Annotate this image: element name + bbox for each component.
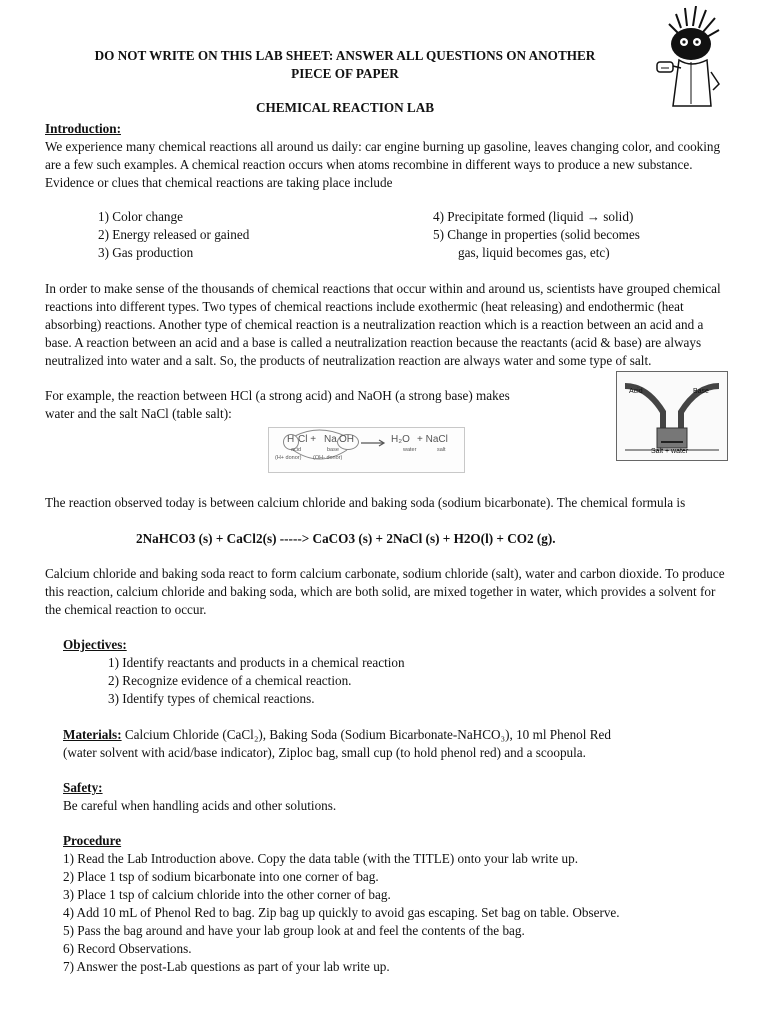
introduction-paragraph-1: We experience many chemical reactions all around us daily: car engine burning up gasoline, leaves changing color, and cooking are a few such examples. A chemical reaction occurs when atoms recombine in different ways to produce a new substance. Evidence or clues that chemical reactions are taking place include [45,139,721,190]
diagram-base-label: Base [693,388,709,395]
reaction-paragraph-2: Calcium chloride and baking soda react to form calcium carbonate, sodium chloride (salt), water and carbon dioxide. To produce this reaction, calcium chloride and baking soda, which are both solid, are mixed together in water, which provides a solvent for the chemical reaction to occur. [45,566,725,617]
list-item: 3) Gas production [98,245,194,260]
rxn-na: Na [324,434,337,445]
rxn-base-sub: (OH- donor) [313,455,343,461]
rxn-water-label: water [403,447,417,453]
scientist-mascot-icon [651,6,731,111]
diagram-result-label: Salt + water [651,448,689,455]
rxn-base-label: base [327,447,339,453]
list-item: 1) Color change [98,209,183,224]
evidence-item-4: 4) Precipitate formed (liquid → solid) [433,209,634,224]
rxn-acid-sub: (H+ donor) [275,455,302,461]
list-item: 2) Recognize evidence of a chemical reaction. [108,673,352,688]
example-text-line1: For example, the reaction between HCl (a strong acid) and NaOH (a strong base) makes [45,388,510,403]
rxn-salt-label: salt [437,447,446,453]
list-item: 7) Answer the post-Lab questions as part of your lab write up. [63,959,390,974]
materials-text: Calcium Chloride (CaCl₂), Baking Soda (Sodium Bicarbonate-NaHCO₃), 10 ml Phenol Red [121,727,611,742]
lab-title: CHEMICAL REACTION LAB [255,100,435,115]
safety-heading: Safety: [63,780,103,795]
rxn-cl: Cl + [298,434,317,445]
chemical-formula: 2NaHCO3 (s) + CaCl2(s) -----> CaCO3 (s) + 2NaCl (s) + H2O(l) + CO2 (g). [136,531,556,546]
list-item: 5) Pass the bag around and have your lab group look at and feel the contents of the bag. [63,923,525,938]
materials-line1 [63,726,611,744]
reaction-paragraph-1: The reaction observed today is between calcium chloride and baking soda (sodium bicarbonate). The chemical formula is [45,495,686,510]
neutralization-diagram [616,371,728,461]
objectives-list [108,654,405,708]
header-warning-line1: DO NOT WRITE ON THIS LAB SHEET: ANSWER ALL QUESTIONS ON ANOTHER [94,48,596,63]
list-item: 1) Read the Lab Introduction above. Copy the data table (with the TITLE) onto your lab write up. [63,851,579,866]
objectives-heading: Objectives: [63,637,127,652]
rxn-oh: OH [339,434,354,445]
rxn-h2o: H₂O [391,434,410,445]
introduction-heading: Introduction: [45,121,121,136]
list-item: 2) Place 1 tsp of sodium bicarbonate into one corner of bag. [63,869,379,884]
list-item: 1) Identify reactants and products in a chemical reaction [108,655,405,670]
evidence-list-left [98,208,249,262]
evidence-item-5: 5) Change in properties (solid becomes [433,227,640,242]
example-text-line2: water and the salt NaCl (table salt): [45,406,232,421]
materials-line2: (water solvent with acid/base indicator), Ziploc bag, small cup (to hold phenol red) and a scoopula. [63,745,586,760]
list-item: 3) Identify types of chemical reactions. [108,691,315,706]
evidence-item-5-continued: gas, liquid becomes gas, etc) [458,245,610,260]
materials-heading: Materials: [63,727,122,742]
diagram-acid-label: Acid [629,388,643,395]
procedure-steps [63,850,620,976]
introduction-paragraph-2: In order to make sense of the thousands of chemical reactions that occur within and around us, scientists have grouped chemical reactions into different types. Two types of chemical reactions include exothermic (heat releasing) and endothermic (heat absorbing) reactions. Another type of chemical reaction is a neutralization reaction which is a reaction between an acid and a base. A reaction between an acid and a base is called a neutralization reaction because the reactants (acid & base) are always neutralized into water and a salt. So, the products of neutralization reaction are always water and some type of salt. [45,281,721,368]
list-item: 4) Add 10 mL of Phenol Red to bag. Zip bag up quickly to avoid gas escaping. Set bag on table. Observe. [63,905,620,920]
hcl-naoh-reaction-image [268,427,465,473]
rxn-h: H [287,434,295,445]
safety-text: Be careful when handling acids and other solutions. [63,798,337,813]
list-item: 2) Energy released or gained [98,227,250,242]
rxn-acid-label: acid [291,447,302,453]
list-item: 6) Record Observations. [63,941,192,956]
procedure-heading: Procedure [63,833,122,848]
header-warning-line2: PIECE OF PAPER [291,66,399,81]
rxn-plus-nacl: + NaCl [417,434,448,445]
list-item: 3) Place 1 tsp of calcium chloride into the other corner of bag. [63,887,391,902]
